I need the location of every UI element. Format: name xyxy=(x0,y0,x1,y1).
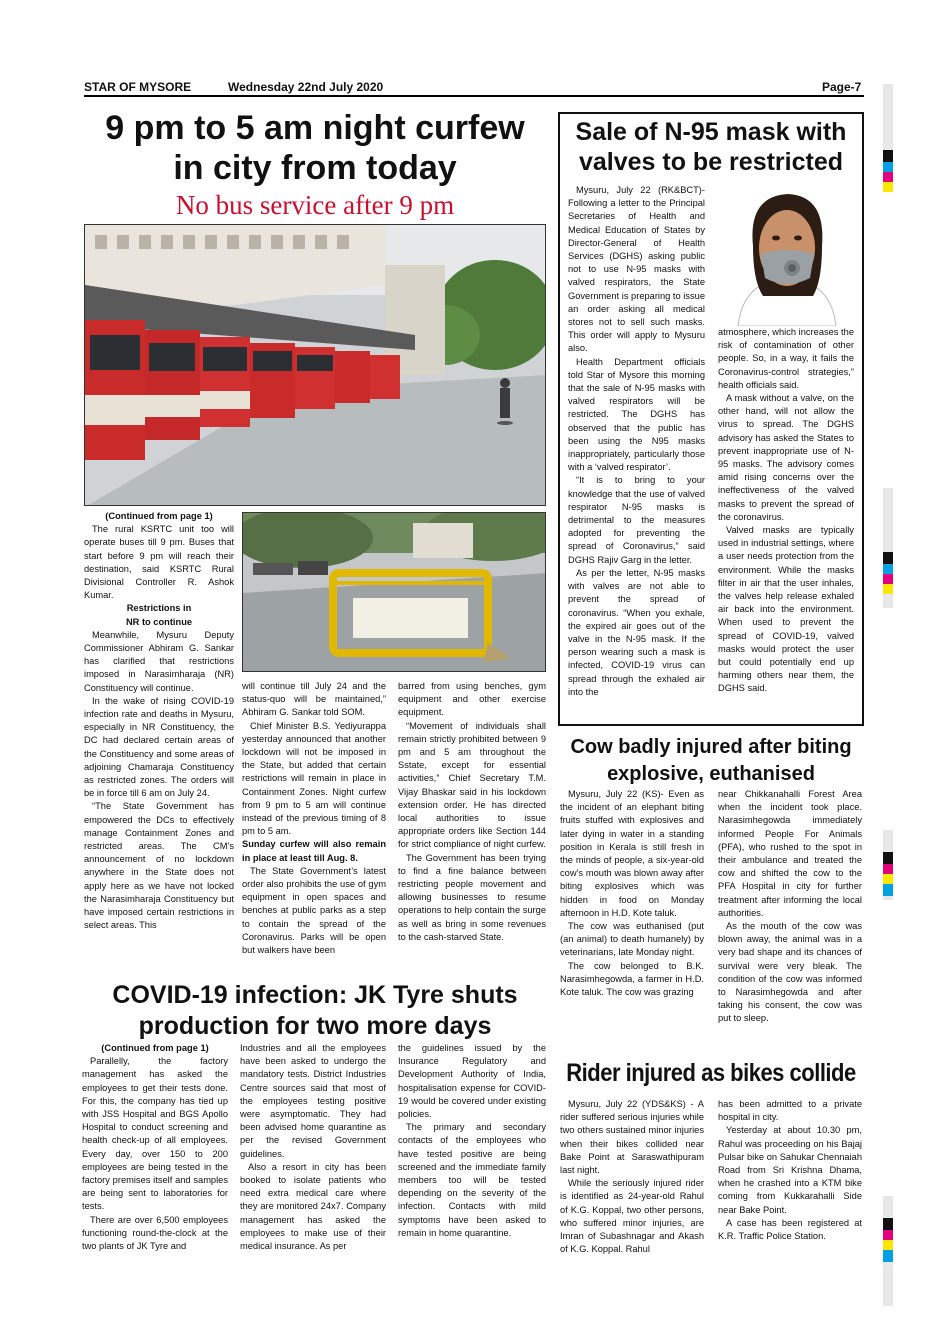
paragraph: A mask without a valve, on the other hand, will not allow the virus to spread. The DGHS advisory has asked the States to prevent inappropriate use of N-95 masks. The advisory comes amid rising concerns over the ineffectiveness of the valved masks to prevent the spread of the coronavirus. xyxy=(718,393,854,522)
color-swatch-cyan xyxy=(883,884,893,896)
mask-headline-line1: Sale of N-95 mask with xyxy=(575,118,847,146)
color-swatch-yellow xyxy=(883,584,893,594)
paragraph: As per the letter, N-95 masks with valves are not able to prevent the spread of coronavirus. “When you exhale, the expired air goes out of the valve in the N-95 mask. If the person wearing such a mask is infected, COVID-19 virus can spread through the exhaled air into the xyxy=(568,567,705,697)
paragraph: Chief Minister B.S. Yediyurappa yesterday announced that another lockdown will not be imposed in the State, but added that certain restrictions will remain in place in Containment Zones. Night curfew from 9 pm to 5 am will continue instead of the previous timing of 8 pm to 5 am. xyxy=(242,720,386,837)
paragraph: the guidelines issued by the Insurance Regulatory and Development Authority of India, hospitalisation expense for COVID-19 would be covered under existing policies. xyxy=(398,1043,546,1120)
color-swatch-yellow xyxy=(883,182,893,192)
mask-column-2 xyxy=(718,326,854,696)
color-swatch-magenta xyxy=(883,1230,893,1240)
paragraph: A case has been registered at K.R. Traffic Police Station. xyxy=(718,1217,862,1242)
bus-depot-photo xyxy=(84,224,546,506)
woman-with-mask-illustration xyxy=(718,186,856,326)
jktyre-column-2 xyxy=(240,1042,386,1253)
paragraph: Also a resort in city has been booked to isolate patients who need extra medical care where they are monitored 24x7. Company management has asked the employees to make use of their medical insurance. As per xyxy=(240,1161,386,1252)
cow-column-2 xyxy=(718,788,862,1026)
paragraph: Meanwhile, Mysuru Deputy Commissioner Abhiram G. Sankar has clarified that restrictions imposed in Narasimharaja (NR) Constituency will continue. xyxy=(84,629,234,693)
crosshead-line2: NR to continue xyxy=(125,616,193,627)
paragraph: has been admitted to a private hospital in city. xyxy=(718,1099,862,1123)
paragraph: will continue till July 24 and the status-quo will be maintained,” Abhiram G. Sankar told SOM. xyxy=(242,681,386,718)
color-swatch-black xyxy=(883,852,893,864)
header-rule xyxy=(84,95,864,97)
color-swatch-magenta xyxy=(883,864,893,874)
paragraph: The Government has been trying to find a fine balance between restricting people movement and allowing businesses to resume operations to help contain the surge as well as bring in some revenues to the cash-starved State. xyxy=(398,852,546,942)
paragraph: Health Department officials told Star of Mysore this morning that the sale of N-95 masks with valved respirators will be restricted. The DGHS has observed that the public has been using the N95 masks inappropriately, particularly those with a ‘valved respirator’. xyxy=(568,356,705,473)
paragraph: barred from using benches, gym equipment and other exercise equipment. xyxy=(398,681,546,718)
paragraph: Industries and all the employees have been asked to undergo the mandatory tests. District Industries Centre sources said that most of the employees testing positive were asymptomatic. They had been advised home quarantine as per the revised Government guidelines. xyxy=(240,1043,386,1159)
paragraph: Valved masks are typically used in industrial settings, where a user needs protection from the environment. While the masks filter in air that the user inhales, the valves help release exhaled air back into the environment. When used to prevent the spread of COVID-19, valved masks would protect the user but could potentially end up harming others near them, the DGHS said. xyxy=(718,525,854,694)
barricade-photo xyxy=(242,512,546,672)
issue-date: Wednesday 22nd July 2020 xyxy=(228,80,384,94)
paragraph: Mysuru, July 22 (RK&BCT)- Following a letter to the Principal Secretaries of Health and Medical Education of States by Director-General of Health Services (DGHS) asking public not to use N-95 masks with valved respirators, the State Government is preparing to issue an order asking all medical stores not to sell such masks. This order will apply to Mysuru also. xyxy=(568,185,705,354)
curfew-headline-line1: 9 pm to 5 am night curfew xyxy=(105,109,525,147)
paragraph: The cow belonged to B.K. Narasimhegowda, a farmer in H.D. Kote taluk. The cow was grazing xyxy=(560,960,704,998)
paragraph: “The State Government has empowered the DCs to effectively manage Containment Zones and restricted areas. The CM’s announcement of no lockdown anywhere in the State does not apply here as we have not locked the Narasimharaja Constituency but have imposed certain restrictions in select areas. This xyxy=(84,801,234,931)
paragraph: The rural KSRTC unit too will operate buses till 9 pm. Buses that start before 9 pm will reach their destination, said KSRTC Rural Divisional Controller R. Ashok Kumar. xyxy=(84,524,234,601)
masthead: STAR OF MYSORE xyxy=(84,80,192,94)
paragraph: The cow was euthanised (put (an animal) to death humanely) by veterinarians, late Monday night. xyxy=(560,921,704,958)
jktyre-column-3 xyxy=(398,1042,546,1240)
paragraph: “Movement of individuals shall remain strictly prohibited between 9 pm and 5 am throughout the Sstate, except for essential activities,” Chief Secretary T.M. Vijay Bhaskar said in his lockdown extension order. He has directed local authorities to issue appropriate orders like Section 144 for strict compliance of night curfew. xyxy=(398,720,546,850)
paragraph: The primary and secondary contacts of the employees who have tested positive are being screened and the immediate family members too will be tested depending on the severity of the infection. Contacts with mild symptoms have been asked to remain in home quarantine. xyxy=(398,1122,546,1238)
jktyre-column-1 xyxy=(82,1042,228,1253)
color-swatch-black xyxy=(883,552,893,564)
rider-headline: Rider injured as bikes collide xyxy=(566,1058,856,1087)
paragraph: Parallelly, the factory management has asked the employees to get their tests done. For this, the company has tied up with JSS Hospital and BGS Apollo Hospital to conduct screening and health check-up of all employees. Every day, over 150 to 200 employees are being tested in the factory premises itself and samples are being sent to laboratories for tests. xyxy=(82,1056,228,1212)
mask-headline-line2: valves to be restricted xyxy=(578,148,843,176)
paragraph: While the seriously injured rider is identified as 24-year-old Rahul of K.G. Koppal, two other persons, who suffered minor injuries, are Imran of Subashnagar and Akash of K.G. Koppal. Rahul xyxy=(560,1178,704,1255)
jktyre-headline xyxy=(82,980,548,1042)
color-swatch-yellow xyxy=(883,874,893,884)
paragraph: Mysuru, July 22 (YDS&KS) - A rider suffered serious injuries while two others sustained minor injuries when their bikes collided near Bake Point at Saraswathipuram last night. xyxy=(560,1099,704,1176)
paragraph: There are over 6,500 employees functioning round-the-clock at the two plants of JK Tyre and xyxy=(82,1214,228,1252)
curfew-column-3 xyxy=(398,680,546,944)
page-number: Page-7 xyxy=(822,80,862,94)
mask-woman-photo xyxy=(718,186,856,326)
cow-column-1 xyxy=(560,788,704,999)
color-swatch-cyan xyxy=(883,564,893,574)
paragraph: Mysuru, July 22 (KS)- Even as the incident of an elephant biting fruits stuffed with explosives and later dying in water in a standing position in Kerala is still fresh in the minds of people, a six-year-old cow’s mouth was blown away after biting explosives which was hidden in food on Monday afternoon in H.D. Kote taluk. xyxy=(560,789,704,918)
jktyre-headline-line2: production for two more days xyxy=(138,1012,492,1040)
cow-headline xyxy=(558,734,864,788)
crosshead-line1: Restrictions in xyxy=(126,603,192,614)
curfew-subhead: No bus service after 9 pm xyxy=(175,190,455,220)
color-swatch-cyan xyxy=(883,1250,893,1262)
continued-note: (Continued from page 1) xyxy=(105,511,213,521)
curfew-column-1 xyxy=(84,510,234,933)
paragraph: atmosphere, which increases the risk of contamination of other people. So, in a way, it fails the Coronavirus-control strategies,” health officials said. xyxy=(718,327,854,390)
paragraph: The State Government’s latest order also prohibits the use of gym equipment in open spaces and benches at public parks as a step to contain the spread of the Coronavirus. Parks will be open but walkers have been xyxy=(242,865,386,956)
barricade-illustration xyxy=(243,513,546,672)
color-swatch-magenta xyxy=(883,172,893,182)
curfew-headline xyxy=(84,108,546,188)
mask-headline xyxy=(560,117,862,177)
bus-depot-illustration xyxy=(85,225,546,506)
paragraph: near Chikkanahalli Forest Area when the incident took place. Narasimhegowda immediately informed People For Animals (PFA), who rushed to the spot in their ambulance and treated the cow and shifted the cow to the PFA Hospital in city for further treatment after informing the local authorities. xyxy=(718,789,862,918)
paragraph-bold: Sunday curfew will also remain in place at least till Aug. 8. xyxy=(242,839,386,863)
continued-note: (Continued from page 1) xyxy=(101,1043,209,1053)
paragraph: “It is to bring to your knowledge that the use of valved respirator N-95 masks is detrimental to the measures adopted for preventing the spread of Coronavirus,” said DGHS Rajiv Garg in the letter. xyxy=(568,475,705,565)
paragraph: In the wake of rising COVID-19 infection rate and deaths in Mysuru, especially in NR Constituency, the DC had declared certain areas of the Constituency and some areas of adjoining Chamaraja Constituency as restricted zones. The orders will be in force till 6 am on July 24. xyxy=(84,695,234,799)
jktyre-headline-line1: COVID-19 infection: JK Tyre shuts xyxy=(112,981,518,1009)
paragraph: As the mouth of the cow was blown away, the animal was in a very bad shape and its chances of survival were very bleak. The condition of the cow was informed to Narasimhegowda and after taking his consent, the cow was put to sleep. xyxy=(718,921,862,1024)
color-swatch-black xyxy=(883,150,893,162)
curfew-headline-line2: in city from today xyxy=(173,149,457,187)
color-swatch-cyan xyxy=(883,162,893,172)
rider-column-2 xyxy=(718,1098,862,1243)
mask-column-1 xyxy=(568,184,705,699)
cow-headline-line1: Cow badly injured after biting xyxy=(570,736,852,758)
color-swatch-yellow xyxy=(883,1240,893,1250)
color-swatch-black xyxy=(883,1218,893,1230)
curfew-column-2 xyxy=(242,680,386,957)
cow-headline-line2: explosive, euthanised xyxy=(607,763,815,785)
rider-column-1 xyxy=(560,1098,704,1256)
color-swatch-magenta xyxy=(883,574,893,584)
paragraph: Yesterday at about 10.30 pm, Rahul was proceeding on his Bajaj Pulsar bike on Sahukar Chennaiah Road from Sri Krishna Dhama, when he crashed into a KTM bike coming from Kukkarahalli Side near Bake Point. xyxy=(718,1125,862,1215)
